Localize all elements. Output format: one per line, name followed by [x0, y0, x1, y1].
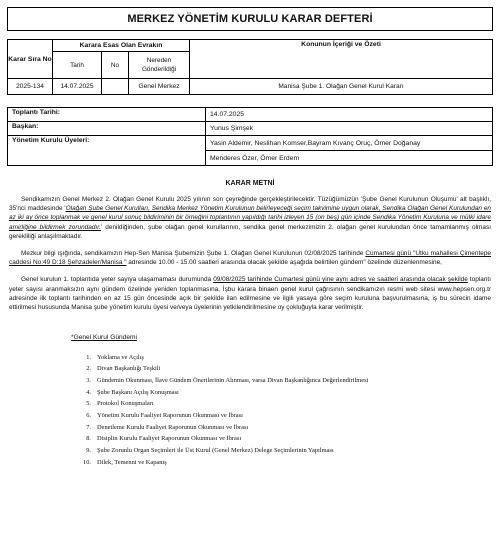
- karar-konu-cell: Manisa Şube 1. Olağan Genel Kurul Kararı: [190, 79, 493, 95]
- karar-evrak-no-cell: [102, 79, 129, 95]
- document-title: MERKEZ YÖNETİM KURULU KARAR DEFTERİ: [7, 7, 493, 31]
- p3-text-b: toplantı yeter sayısı aranmaksızın aynı gündem özelinde yeniden toplanmasına, İşbu karara binaen genel kurul çağrısının sendikamızın resmi web sitesi www.hepsen.org.tr adresinde ilk toplantı tarihinden en az 15 gün öncesinde açık bir şekilde ilan edilmesine ve ilgili yasaya göre seçim kuruluna başvurulmasına, iş bu sürecin idame ettirilmesi hususunda Manisa şube yönetim kurulu üyesi ve/veya üyelerinin yetkilendirilmesine oy çokluğuyla karar verilmiştir.: [9, 276, 492, 312]
- gundem-item-number: 5.: [86, 400, 91, 408]
- karar-metni-title: KARAR METNİ: [225, 180, 275, 187]
- p2-address: Cumartesi günü "Utku mahallesi Çimentepe caddesi No:49 D:18 Şehzadeler/Manisa ": [9, 250, 491, 267]
- gundem-title: *Genel Kurul Gündemi: [71, 334, 137, 342]
- karar-no-cell: 2025-134: [8, 79, 53, 95]
- p1-quote: Olağan Şube Genel Kurulları, Sendika Merkez Yönetim Kurulunun belirleyeceği seçim takvimine uygun olarak, Sendika Olağan Genel Kurulundan en az iki ay önce toplanmak ve genel kurul sonuç bildiriminin bir örneğini toplantının yapıldığı tarihi izleyen 15 (on beş) gün içinde Sendika Yönetim Kuruluna ve mülki idare amirliğine bildirmek zorundadır.: [9, 205, 491, 231]
- uyeler-line-1: Yasin Aldemir, Neslihan Komser,Bayram Kıvanç Oruç, Ömer Doğanay: [206, 136, 493, 151]
- karar-nereden-cell: Genel Merkez: [129, 79, 190, 95]
- gundem-item-text: Denetleme Kurulu Faaliyet Raporunun Okunması ve İbrası: [97, 423, 249, 431]
- p3-text-a: Genel kurulun 1. toplantıda yeter sayıya ulaşamaması durumunda: [21, 276, 214, 284]
- p2-text-b: adresinde 10.00 - 15.00 saatleri arasında olacak şekilde aşağıda belirtilen gündem" özelinde düzenlenmesine,: [126, 259, 442, 267]
- p3-second-date: 09/08/2025 tarihinde Cumartesi günü yine aynı adres ve saatleri arasında olacak şekilde: [213, 276, 468, 284]
- gundem-item-text: Dilek, Temenni ve Kapanış: [97, 458, 167, 466]
- list-item: [7, 421, 493, 433]
- gundem-item-number: 7.: [86, 423, 91, 431]
- toplanti-tarihi-label: Toplantı Tarihi:: [8, 108, 206, 122]
- list-item: [7, 375, 493, 387]
- list-item: [7, 363, 493, 375]
- gundem-item-number: 3.: [86, 376, 91, 384]
- karar-paragraph-1: [9, 195, 491, 241]
- list-item: [7, 398, 493, 410]
- karar-table: [7, 39, 493, 95]
- baskan-value: Yunus Şimşek: [206, 122, 493, 136]
- p1-text-a: Sendikamızın Genel Merkez 2. Olağan Genel Kurulu 2025 yılının son çeyreğinde gerçekleştirilecektir. Tüzüğümüzün 'Şube Genel Kurulunun Oluşumu' alt başlıklı, 35'nci maddesinde ': [9, 196, 491, 213]
- gundem-item-number: 9.: [86, 447, 91, 455]
- karar-paragraph-2: [9, 249, 491, 267]
- toplanti-tarihi-value: 14.07.2025: [206, 108, 493, 122]
- list-item: [7, 351, 493, 363]
- list-item: [7, 386, 493, 398]
- gundem-item-text: Yönetim Kurulu Faaliyet Raporunun Okunması ve İbrası: [97, 412, 243, 420]
- gundem-item-text: Yoklama ve Açılış: [97, 353, 144, 361]
- list-item: [7, 456, 493, 468]
- header-karara-esas: Karara Esas Olan Evrakın: [53, 40, 190, 52]
- subheader-no: No: [102, 52, 129, 79]
- gundem-item-number: 4.: [86, 388, 91, 396]
- gundem-item-number: 6.: [86, 412, 91, 420]
- meeting-table: [7, 107, 493, 166]
- gundem-item-text: Şube Başkanı Açılış Konuşması: [97, 388, 179, 396]
- karar-tarih-cell: 14.07.2025: [53, 79, 102, 95]
- list-item: [7, 433, 493, 445]
- p2-text-a: Mezkur bilgi ışığında, sendikamızın Hep-Sen Manisa Şubemizin Şube 1. Olağan Genel Kurulunun 02/08/2025 tarihinde: [21, 250, 366, 258]
- gundem-item-number: 1.: [86, 353, 91, 361]
- uyeler-label: Yönetim Kurulu Üyeleri:: [8, 136, 206, 166]
- p1-text-b: ' denildiğinden, şube olağan genel kurullarının, sendika genel merkezimizin 2. olağan genel kurulundan önce tamamlanmış olması gerekliliği anlaşılmaktadır.: [9, 223, 491, 240]
- gundem-item-text: Gündemin Okunması, İlave Gündem Önerilerinin Alınması, varsa Divan Başkanlığınca Değerlendirilmesi: [97, 376, 369, 384]
- gundem-list: [7, 351, 493, 468]
- karar-paragraph-3: [9, 275, 491, 312]
- header-konu: Konunun İçeriği ve Özeti: [190, 40, 493, 79]
- gundem-item-text: Protokol Konuşmaları: [97, 400, 154, 408]
- uyeler-line-2: Menderes Özer, Ömer Erdem: [206, 151, 493, 166]
- gundem-item-number: 2.: [86, 365, 91, 373]
- gundem-item-number: 10.: [83, 458, 91, 466]
- gundem-item-number: 8.: [86, 435, 91, 443]
- header-karar-sira-no: Karar Sıra No: [8, 40, 53, 79]
- subheader-nereden: Nereden Gönderildiği: [129, 52, 190, 79]
- subheader-tarih: Tarih: [53, 52, 102, 79]
- gundem-item-text: Şube Zorunlu Organ Seçimleri ile Üst Kurul (Genel Merkez) Delege Seçimlerinin Yapılması: [97, 447, 334, 455]
- gundem-item-text: Divan Başkanlığı Teşkili: [97, 365, 161, 373]
- list-item: [7, 445, 493, 457]
- document-page: [7, 7, 493, 468]
- list-item: [7, 410, 493, 422]
- gundem-item-text: Disiplin Kurulu Faaliyet Raporunun Okunması ve İbrası: [97, 435, 242, 443]
- baskan-label: Başkan:: [8, 122, 206, 136]
